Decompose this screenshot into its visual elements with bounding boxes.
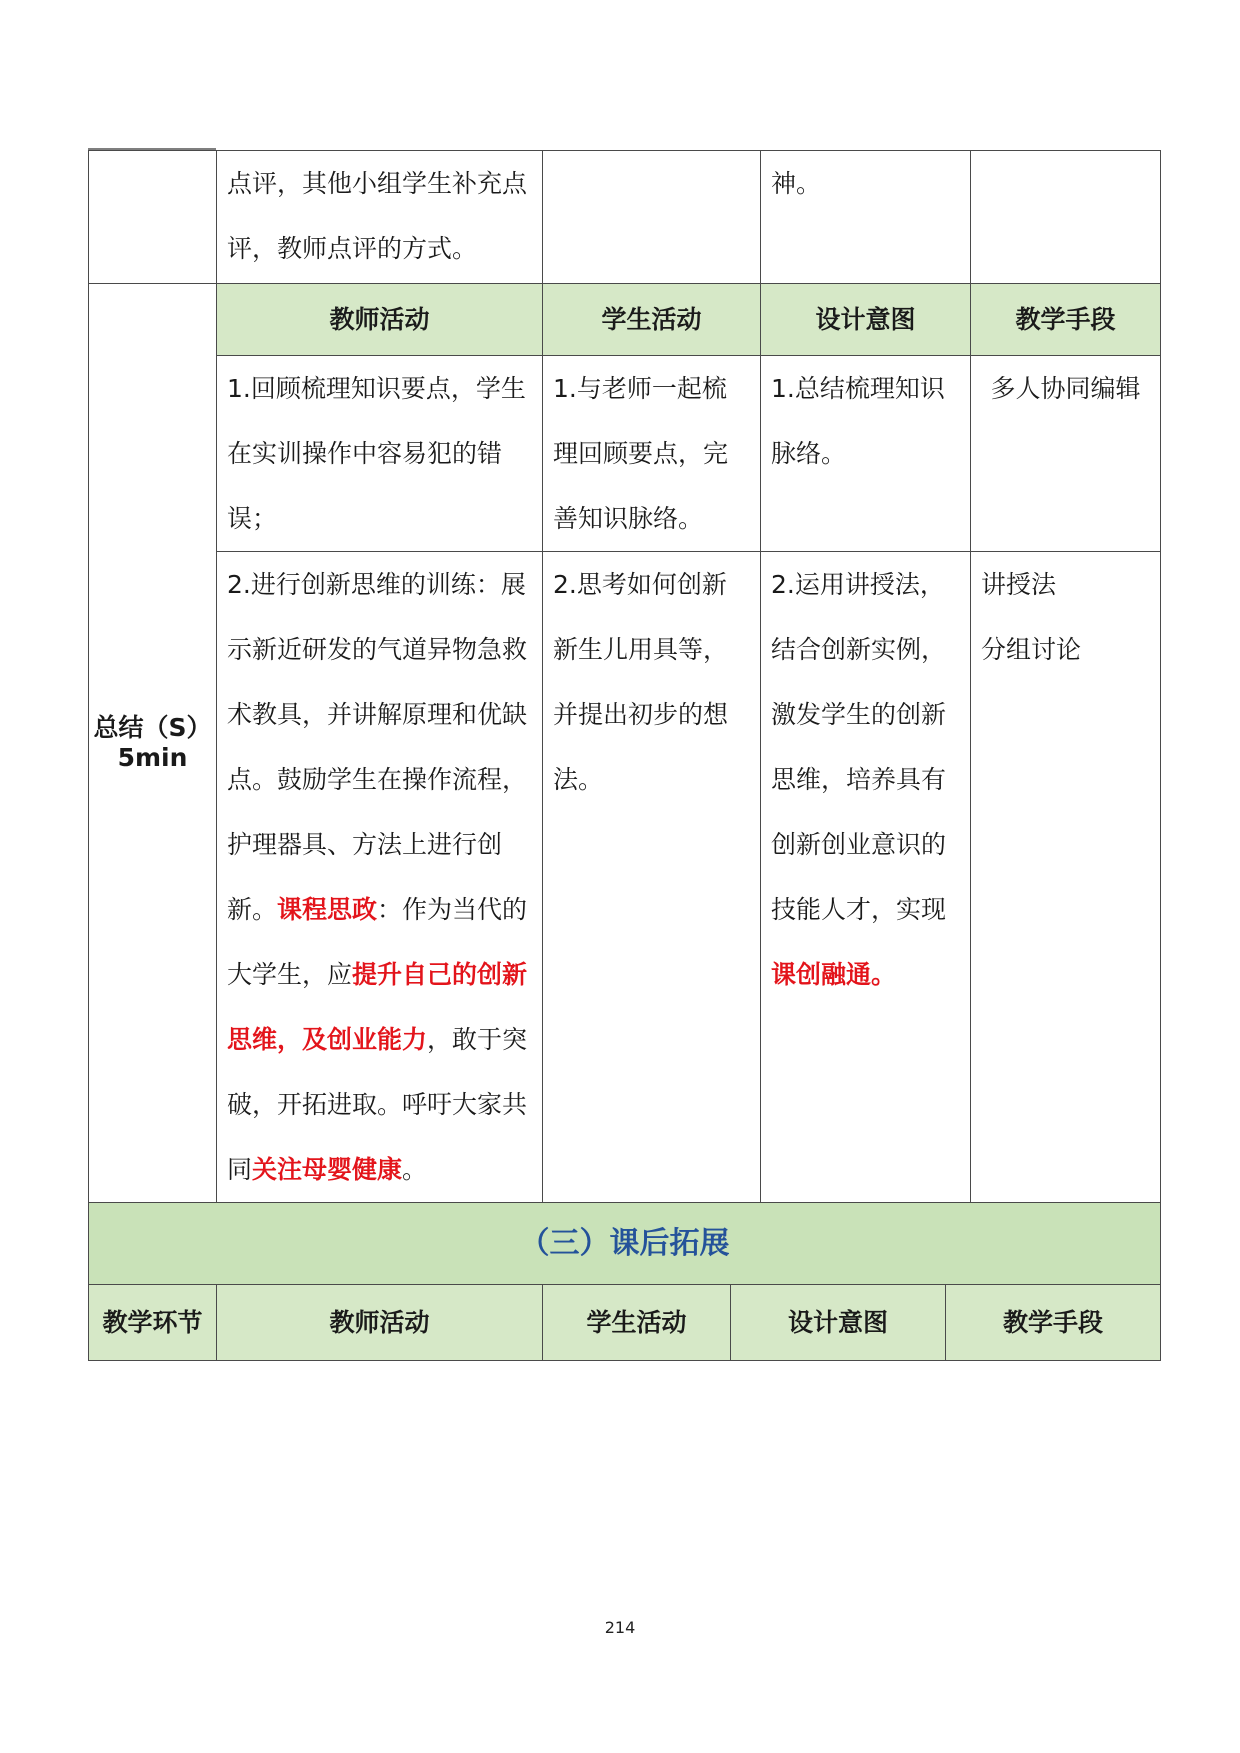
stage-cell xyxy=(89,284,217,1203)
lesson-table-lower xyxy=(88,1202,1161,1361)
teacher-text-1: 2.进行创新思维的训练：展示新近研发的气道异物急救术教具，并讲解原理和优缺点。鼓励学生在操作流程，护理器具、方法上进行创新。 xyxy=(227,570,528,924)
row2-teacher xyxy=(217,552,543,1203)
teacher-text-2: ：作为当代的大学生，应 xyxy=(227,895,528,989)
teacher-text-4: 。 xyxy=(402,1155,428,1184)
row1-teacher: 1.回顾梳理知识要点，学生在实训操作中容易犯的错误； xyxy=(217,356,543,552)
row1-design: 1.总结梳理知识脉络。 xyxy=(761,356,971,552)
design-text-1: 2.运用讲授法，结合创新实例，激发学生的创新思维，培养具有创新创业意识的技能人才，实现 xyxy=(771,570,947,924)
ideology-highlight-1: 提升自己的创新思维，及创业能力 xyxy=(227,960,528,1054)
continued-design-cell: 神。 xyxy=(761,151,971,284)
lesson-table-upper xyxy=(88,150,1161,1203)
header2-teacher: 教师活动 xyxy=(217,1285,543,1361)
row2-design xyxy=(761,552,971,1203)
stage-time: 5min xyxy=(117,743,188,772)
lesson-plan-sheet xyxy=(88,150,1160,1361)
ideology-label: 课程思政 xyxy=(277,895,378,924)
means-lecture: 讲授法 xyxy=(981,570,1057,599)
means-group-discussion: 分组讨论 xyxy=(981,635,1082,664)
section-row xyxy=(89,1203,1161,1285)
header-teacher: 教师活动 xyxy=(217,284,543,356)
page-number: 214 xyxy=(604,1618,636,1637)
header2-stage: 教学环节 xyxy=(89,1285,217,1361)
row1-means: 多人协同编辑 xyxy=(971,356,1161,552)
continued-row xyxy=(89,151,1161,284)
continued-teacher-cell: 点评，其他小组学生补充点评，教师点评的方式。 xyxy=(217,151,543,284)
header-design: 设计意图 xyxy=(761,284,971,356)
continued-student-cell xyxy=(543,151,761,284)
design-highlight: 课创融通。 xyxy=(771,960,897,989)
after-class-header-row xyxy=(89,1285,1161,1361)
continued-stage-cell xyxy=(89,151,217,284)
header-means: 教学手段 xyxy=(971,284,1161,356)
section-title: （三）课后拓展 xyxy=(89,1203,1161,1285)
header-student: 学生活动 xyxy=(543,284,761,356)
header2-student: 学生活动 xyxy=(543,1285,731,1361)
row2-student: 2.思考如何创新新生儿用具等，并提出初步的想法。 xyxy=(543,552,761,1203)
summary-row-2 xyxy=(89,552,1161,1203)
row2-means xyxy=(971,552,1161,1203)
row1-student: 1.与老师一起梳理回顾要点，完善知识脉络。 xyxy=(543,356,761,552)
continued-means-cell xyxy=(971,151,1161,284)
stage-name: 总结（S） xyxy=(93,713,212,742)
summary-row-1 xyxy=(89,356,1161,552)
summary-header-row xyxy=(89,284,1161,356)
teacher-text-3: ，敢于突破，开拓进取。呼吁大家共同 xyxy=(227,1025,528,1184)
header2-means: 教学手段 xyxy=(946,1285,1161,1361)
ideology-highlight-2: 关注母婴健康 xyxy=(252,1155,403,1184)
header2-design: 设计意图 xyxy=(731,1285,946,1361)
